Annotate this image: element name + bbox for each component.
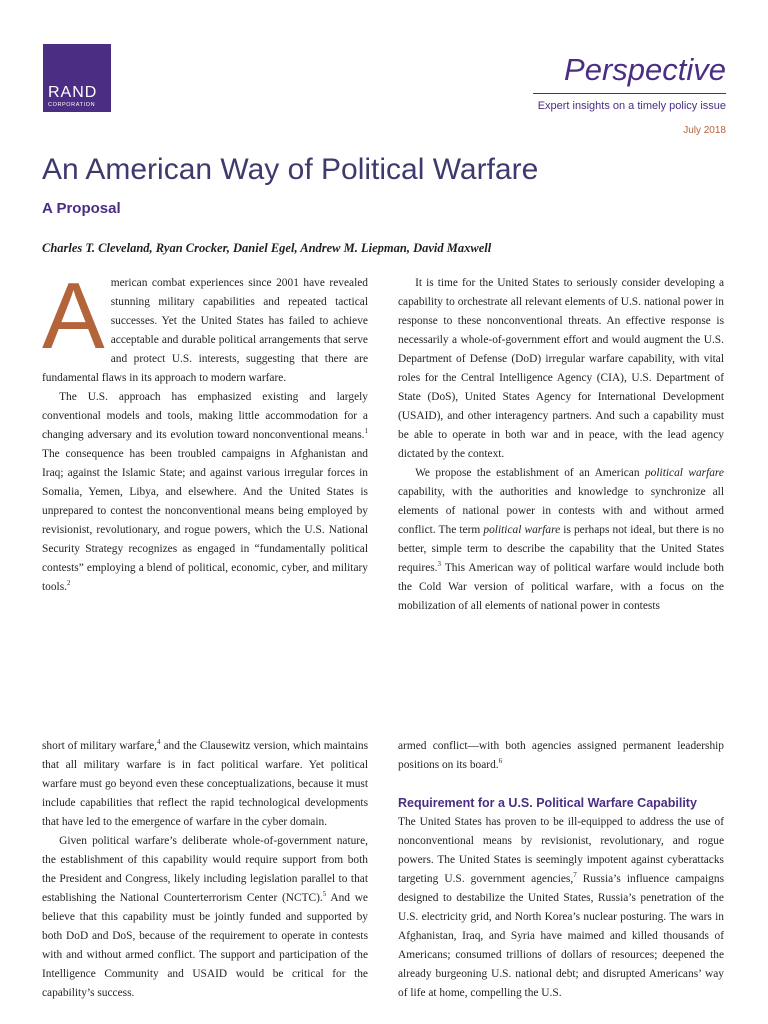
header-rule xyxy=(533,93,726,94)
document-subtitle: A Proposal xyxy=(42,200,121,217)
paragraph: The U.S. approach has emphasized existing and largely conventional models and tools, making little accommodation for a changing adversary and its evolution toward nonconventional means.$^1$ The consequence has been troubled campaigns in Afghanistan and Iraq; against the Islamic State; and against various irregular forces in Somalia, Yemen, Libya, and elsewhere. And the United States is unprepared to contest the nonconventional means being employed by revisionist, revolutionary, and rogue powers, which the U.S. National Security Strategy recognizes as engaged in “fundamentally political contests” employing a blend of political, economic, cyber, and military tools.$^2$ xyxy=(42,391,368,593)
paragraph: We propose the establishment of an American political warfare capability, with the authorities and knowledge to synchronize all elements of national power in contests with and without armed conflict. The term political warfare is perhaps not ideal, but there is no better, simple term to describe the capability that the United States requires.$^3$ This American way of political warfare would include both the Cold War version of political warfare, with a focus on the mobilization of all elements of national power in contests xyxy=(398,467,724,612)
emphasis-term: political warfare xyxy=(483,524,561,536)
footnote-ref[interactable]: 3 xyxy=(437,560,442,569)
series-name: Perspective xyxy=(564,52,726,87)
logo-rand-text: RAND xyxy=(48,84,98,101)
footnote-ref[interactable]: 1 xyxy=(364,427,368,436)
paragraph: It is time for the United States to seriously consider developing a capability to orchestrate all relevant elements of U.S. national power in response to these nonconventional threats. An effective response is necessarily a whole-of-government effort and would augment the U.S. Department of Defense (DoD) irregular warfare capability, with vital roles for the Central Intelligence Agency (CIA), U.S. Department of State (DoS), United States Agency for International Development (USAID), and other interagency partners. And such a capability must be able to operate in both war and in peace, with the lead agency dictated by the context. xyxy=(398,277,724,460)
rand-logo xyxy=(43,44,111,112)
body-column-bottom-left xyxy=(42,737,368,1003)
paragraph: American combat experiences since 2001 have revealed stunning military capabilities and repeated tactical successes. Yet the United States has failed to achieve acceptable and durable political arrangements that serve and protect U.S. interests, suggesting that there are fundamental flaws in its approach to modern warfare. xyxy=(42,263,368,384)
paragraph: short of military warfare,$^4$ and the Clausewitz version, which maintains that all military warfare is in fact political warfare. Yet political warfare must go beyond even these conceptualizations, because it must include capabilities that reflect the rapid technological developments that have led to the emergence of warfare in the cyber domain. xyxy=(42,738,368,828)
paragraph: armed conflict—with both agencies assigned permanent leadership positions on its board.$^6$ xyxy=(398,740,724,771)
series-tagline: Expert insights on a timely policy issue xyxy=(537,100,726,112)
document-title: An American Way of Political Warfare xyxy=(42,153,539,186)
logo-corporation-text: CORPORATION xyxy=(48,102,96,108)
emphasis-term: political warfare xyxy=(644,467,724,479)
drop-cap: A xyxy=(42,263,105,368)
paragraph: The United States has proven to be ill-equipped to address the use of nonconventional means by revisionist, revolutionary, and rogue powers. The United States is seemingly impotent against cyberattacks targeting U.S. government agencies,$^7$ Russia’s influence campaigns designed to destabilize the United States, Russia’s penetration of the U.S. electricity grid, and North Korea’s nuclear posturing. The wars in Afghanistan, Iraq, and Syria have maimed and killed thousands of Americans; consumed trillions of dollars of resources; deepened the already burgeoning U.S. national debt; and disrupted Americans’ way of life at home, compelling the U.S. xyxy=(398,816,724,999)
section-heading: Requirement for a U.S. Political Warfare Capability xyxy=(398,796,697,810)
body-column-top-right xyxy=(398,274,724,616)
publication-date: July 2018 xyxy=(683,125,726,136)
footnote-ref[interactable]: 6 xyxy=(498,757,503,766)
footnote-ref[interactable]: 4 xyxy=(156,738,161,747)
footnote-ref[interactable]: 2 xyxy=(67,579,71,588)
body-column-top-left xyxy=(42,263,368,597)
footnote-ref[interactable]: 7 xyxy=(573,871,577,880)
body-column-bottom-right xyxy=(398,737,724,1003)
footnote-ref[interactable]: 5 xyxy=(322,890,327,899)
paragraph: Given political warfare’s deliberate whole-of-government nature, the establishment of this capability would require support from both the President and Congress, likely including legislation parallel to that establishing the National Counterterrorism Center (NCTC).$^5$ And we believe that this capability must be jointly funded and supported by both DoD and DoS, because of the requirement to operate in contests with and without armed conflict. The support and participation of the Intelligence Community and USAID would be critical for the capability’s success. xyxy=(42,835,368,999)
author-list: Charles T. Cleveland, Ryan Crocker, Daniel Egel, Andrew M. Liepman, David Maxwell xyxy=(42,241,492,255)
